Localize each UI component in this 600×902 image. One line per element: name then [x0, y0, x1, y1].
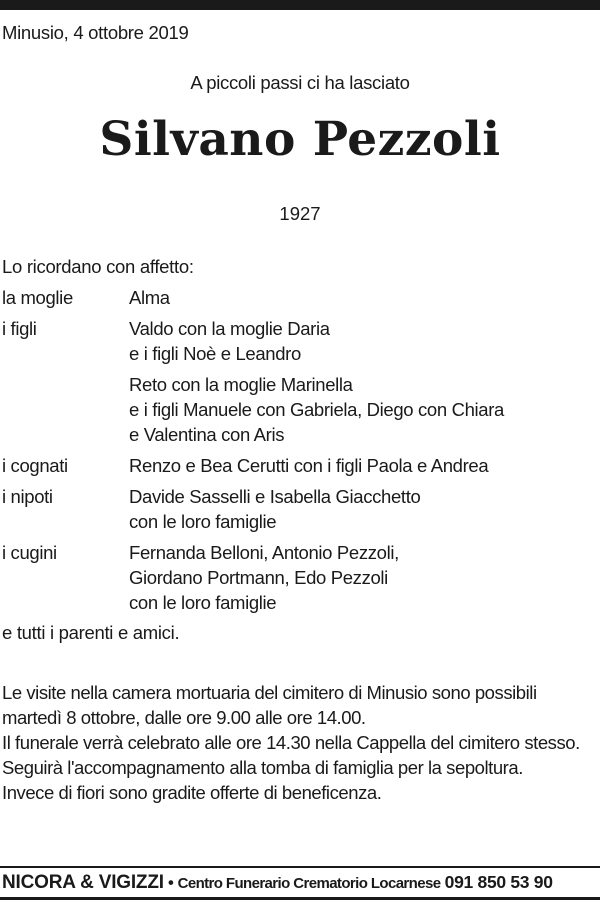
note-donations: Invece di fiori sono gradite offerte di beneficenza.	[2, 782, 382, 803]
note-burial: Seguirà l'accompagnamento alla tomba di famiglia per la sepoltura.	[2, 757, 523, 778]
funeral-home-phone: 091 850 53 90	[444, 872, 553, 892]
note-funeral: Il funerale verrà celebrato alle ore 14.30 nella Cappella del cimitero stesso.	[2, 732, 580, 753]
place-date: Minusio, 4 ottobre 2019	[2, 22, 189, 43]
family-row	[2, 540, 598, 621]
family-row	[2, 484, 598, 540]
footer-top-rule	[0, 866, 600, 868]
family-row	[2, 453, 598, 484]
family-member-line: e Valentina con Aris	[129, 424, 285, 445]
family-member-line: Davide Sasselli e Isabella Giacchetto	[129, 486, 421, 507]
family-relation-label: i figli	[2, 318, 37, 339]
birth-year: 1927	[279, 203, 321, 224]
family-member-line: e i figli Noè e Leandro	[129, 343, 301, 364]
family-member-line: Fernanda Belloni, Antonio Pezzoli,	[129, 542, 399, 563]
family-list	[2, 285, 598, 621]
family-member-line: con le loro famiglie	[129, 592, 277, 613]
family-relation-label: i cognati	[2, 455, 68, 476]
family-group	[129, 453, 598, 478]
family-member-line: Renzo e Bea Cerutti con i figli Paola e Andrea	[129, 455, 489, 476]
notes-block	[2, 680, 598, 805]
intro-line: A piccoli passi ci ha lasciato	[190, 72, 410, 93]
family-relation-label: la moglie	[2, 287, 73, 308]
family-group	[129, 285, 598, 310]
family-member-line: Valdo con la moglie Daria	[129, 318, 330, 339]
note-visits: Le visite nella camera mortuaria del cimitero di Minusio sono possibili martedì 8 ottobre, dalle ore 9.00 alle ore 14.00.	[2, 682, 537, 728]
family-members	[129, 453, 598, 484]
family-relation-label: i cugini	[2, 542, 57, 563]
after-line: e tutti i parenti e amici.	[2, 622, 180, 643]
family-row	[2, 285, 598, 316]
family-member-line: con le loro famiglie	[129, 511, 277, 532]
family-member-line: Alma	[129, 287, 170, 308]
footer-separator: •	[168, 874, 174, 892]
family-members	[129, 285, 598, 316]
family-member-line: e i figli Manuele con Gabriela, Diego con Chiara	[129, 399, 504, 420]
family-relation-label: i nipoti	[2, 486, 53, 507]
remember-line: Lo ricordano con affetto:	[2, 256, 194, 277]
funeral-home-name: NICORA & VIGIZZI	[2, 872, 164, 893]
family-group	[129, 484, 598, 534]
deceased-name: Silvano Pezzoli	[99, 112, 501, 167]
family-members	[129, 484, 598, 540]
family-group	[129, 316, 598, 366]
top-rule	[0, 0, 600, 10]
footer	[2, 872, 598, 894]
family-group	[129, 540, 598, 615]
family-row	[2, 316, 598, 453]
funeral-home-description: Centro Funerario Crematorio Locarnese	[177, 875, 441, 892]
bottom-rule	[0, 897, 600, 900]
family-group	[129, 372, 598, 447]
family-members	[129, 540, 598, 621]
family-member-line: Reto con la moglie Marinella	[129, 374, 353, 395]
family-members	[129, 316, 598, 453]
family-member-line: Giordano Portmann, Edo Pezzoli	[129, 567, 388, 588]
